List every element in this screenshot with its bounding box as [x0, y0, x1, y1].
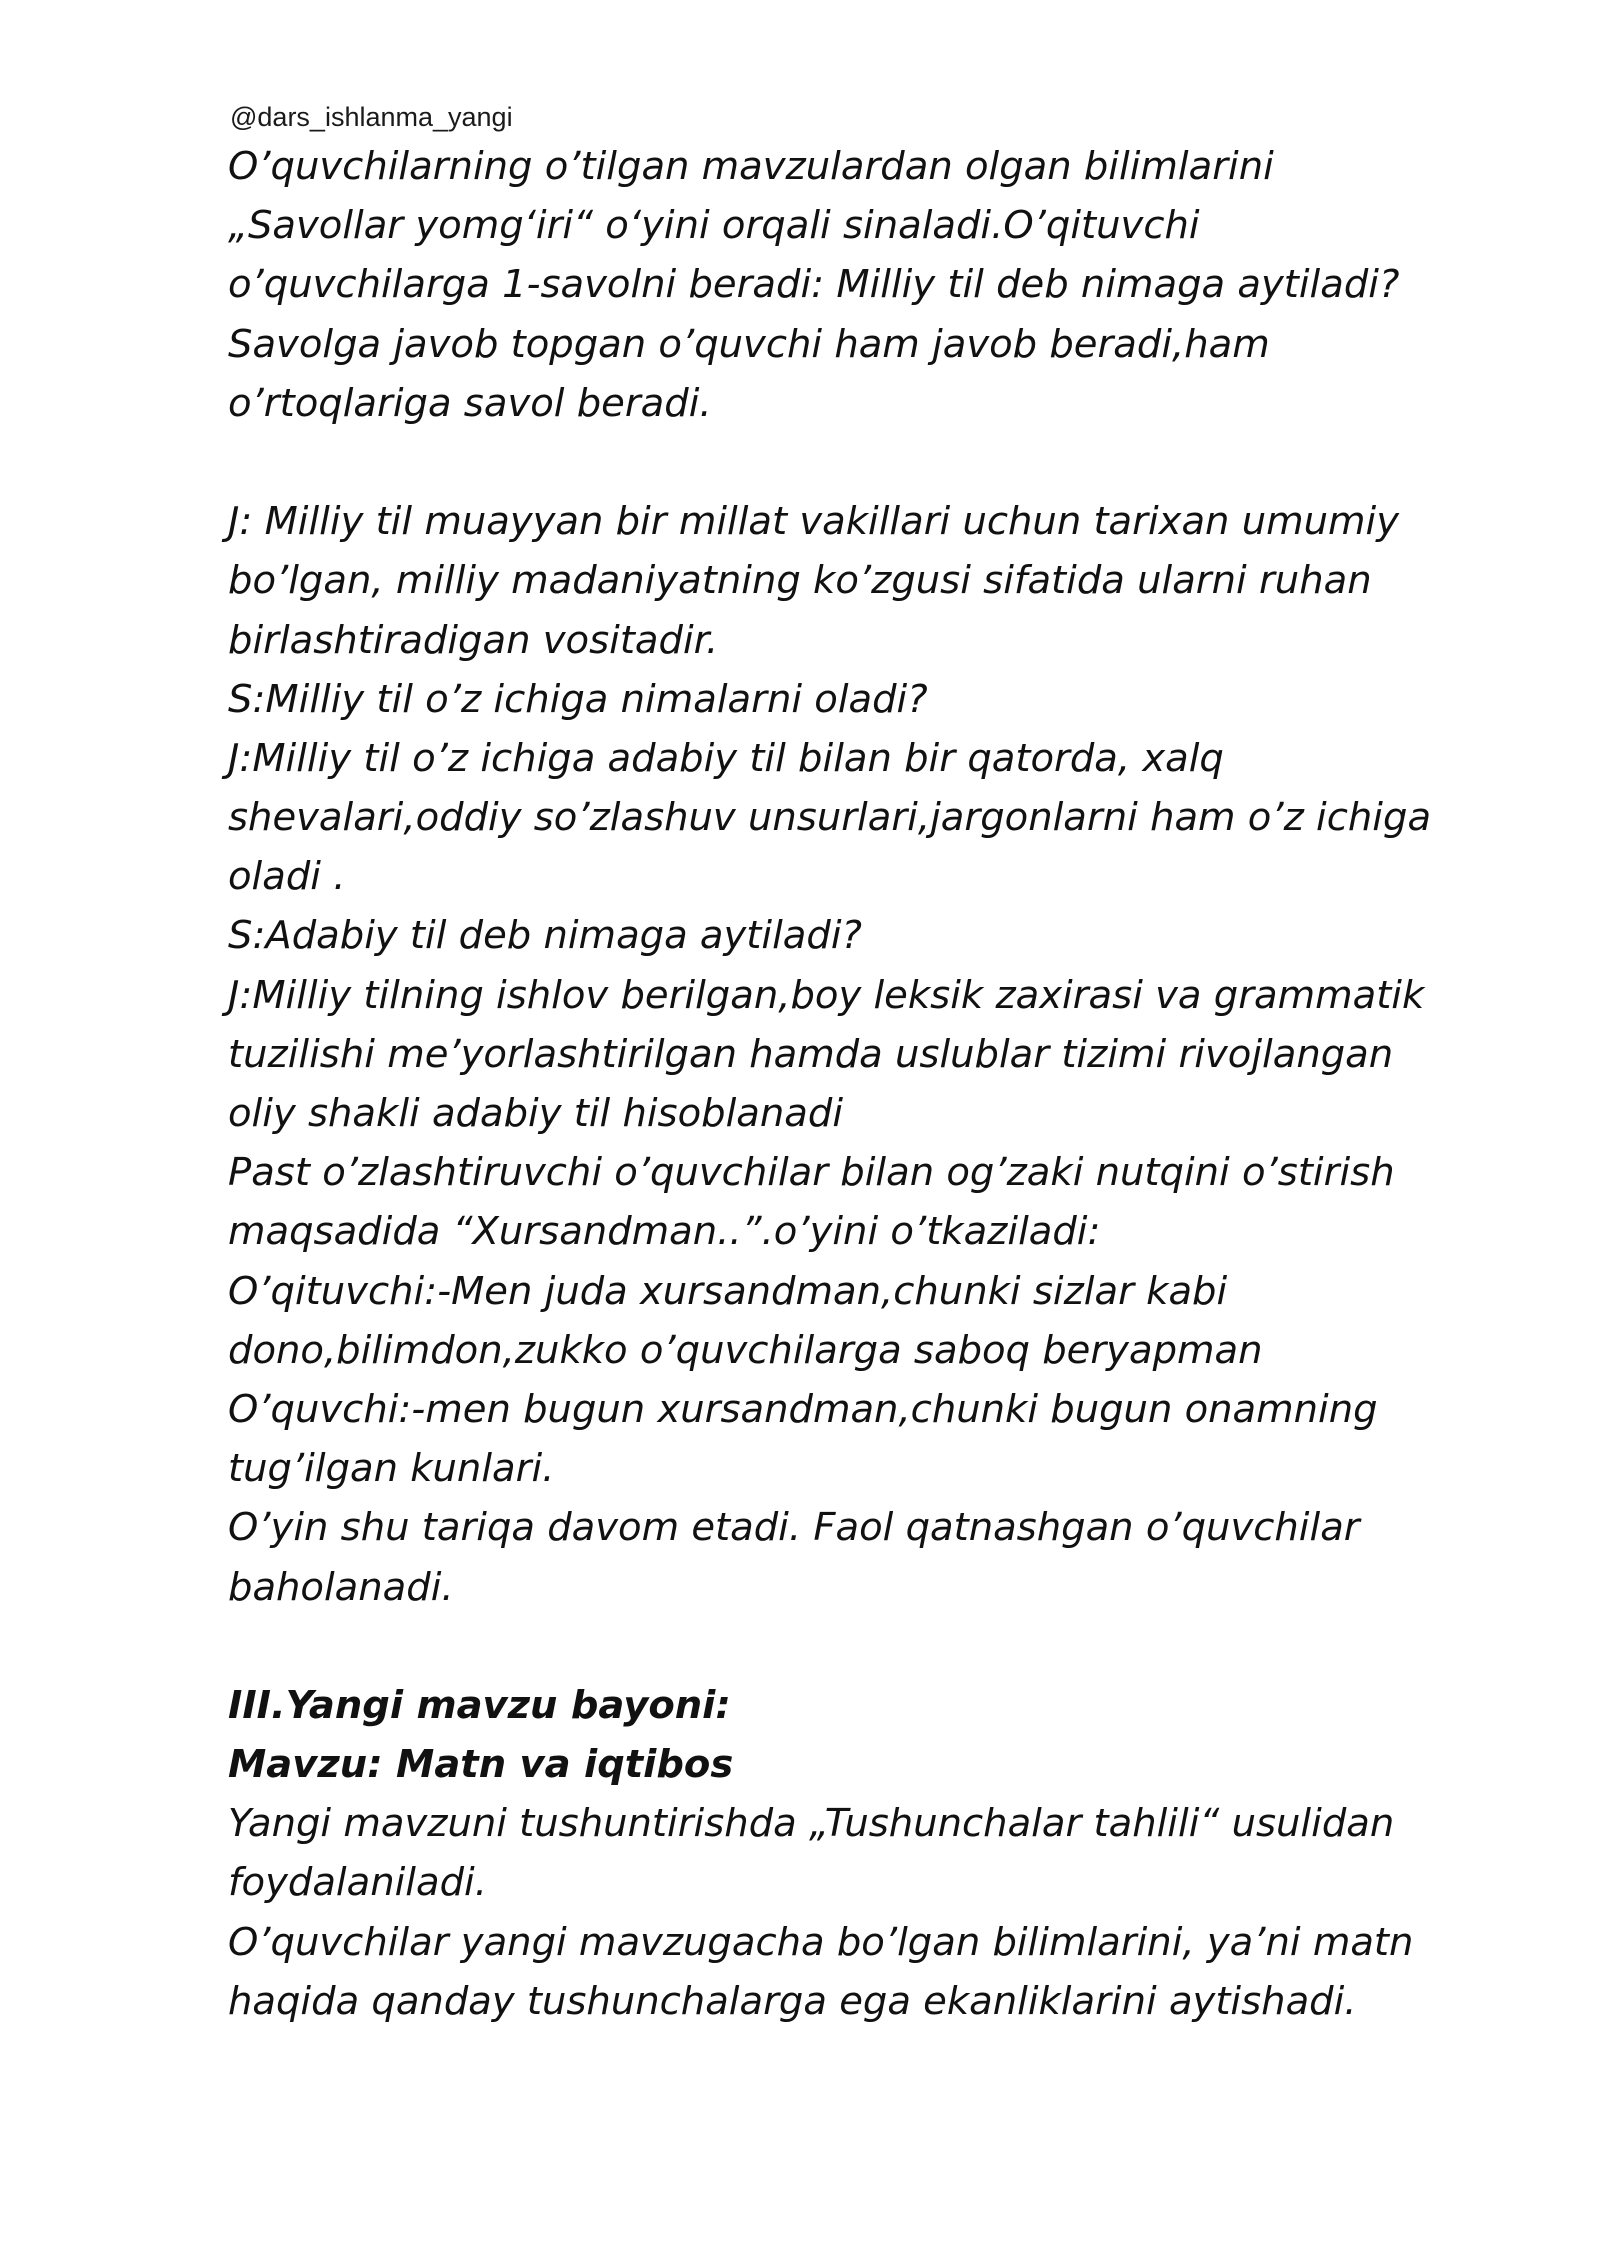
text-line: „Savollar yomg‘iri“ o‘yini orqali sinaladi.O’qituvchi	[228, 203, 1200, 249]
topic-heading: Mavzu: Matn va iqtibos	[228, 1742, 734, 1788]
text-line: S:Adabiy til deb nimaga aytiladi?	[228, 913, 862, 959]
text-line: foydalaniladi.	[228, 1860, 487, 1906]
text-line: tug’ilgan kunlari.	[228, 1446, 555, 1492]
text-line: O’quvchilar yangi mavzugacha bo’lgan bilimlarini, ya’ni matn	[228, 1919, 1414, 1965]
text-line: oliy shakli adabiy til hisoblanadi	[228, 1091, 844, 1136]
text-line: Past o’zlashtiruvchi o’quvchilar bilan og’zaki nutqini o’stirish	[228, 1150, 1395, 1196]
text-line: J:Milliy til o’z ichiga adabiy til bilan bir qatorda, xalq	[228, 735, 1224, 781]
paragraph-dialogue	[228, 492, 1478, 1617]
document-body	[228, 137, 1478, 2031]
text-line: O’yin shu tariqa davom etadi. Faol qatnashgan o’quvchilar	[228, 1505, 1360, 1551]
channel-header: @dars_ishlanma_yangi	[230, 102, 513, 132]
text-line: J: Milliy til muayyan bir millat vakillari uchun tarixan umumiy	[228, 499, 1399, 545]
section-heading: III.Yangi mavzu bayoni:	[228, 1682, 731, 1728]
text-line: O’qituvchi:-Men juda xursandman,chunki sizlar kabi	[228, 1268, 1228, 1314]
text-line: J:Milliy tilning ishlov berilgan,boy leksik zaxirasi va grammatik	[228, 972, 1425, 1018]
paragraph-intro	[228, 137, 1478, 433]
text-line: oladi .	[228, 854, 346, 900]
text-line: bo’lgan, milliy madaniyatning ko’zgusi sifatida ularni ruhan	[228, 558, 1372, 604]
paragraph-new-topic	[228, 1794, 1478, 2031]
text-line: baholanadi.	[228, 1564, 454, 1610]
text-line: maqsadida “Xursandman..”.o’yini o’tkaziladi:	[228, 1209, 1101, 1255]
paragraph-spacer	[228, 433, 1478, 492]
text-line: S:Milliy til o’z ichiga nimalarni oladi?	[228, 676, 928, 722]
text-line: birlashtiradigan vositadir.	[228, 617, 719, 663]
paragraph-spacer	[228, 1617, 1478, 1676]
text-line: Savolga javob topgan o’quvchi ham javob beradi,ham	[228, 321, 1270, 367]
text-line: O’quvchilarning o’tilgan mavzulardan olgan bilimlarini	[228, 144, 1274, 189]
text-line: dono,bilimdon,zukko o’quvchilarga saboq beryapman	[228, 1327, 1263, 1373]
text-line: O’quvchi:-men bugun xursandman,chunki bugun onamning	[228, 1386, 1378, 1432]
text-line: o’rtoqlariga savol beradi.	[228, 380, 712, 426]
text-line: shevalari,oddiy so’zlashuv unsurlari,jargonlarni ham o’z ichiga	[228, 795, 1432, 841]
text-line: tuzilishi me’yorlashtirilgan hamda uslublar tizimi rivojlangan	[228, 1031, 1394, 1077]
text-line: haqida qanday tushunchalarga ega ekanliklarini aytishadi.	[228, 1978, 1357, 2024]
text-line: Yangi mavzuni tushuntirishda „Tushunchalar tahlili“ usulidan	[228, 1801, 1395, 1847]
text-line: o’quvchilarga 1-savolni beradi: Milliy til deb nimaga aytiladi?	[228, 262, 1400, 308]
